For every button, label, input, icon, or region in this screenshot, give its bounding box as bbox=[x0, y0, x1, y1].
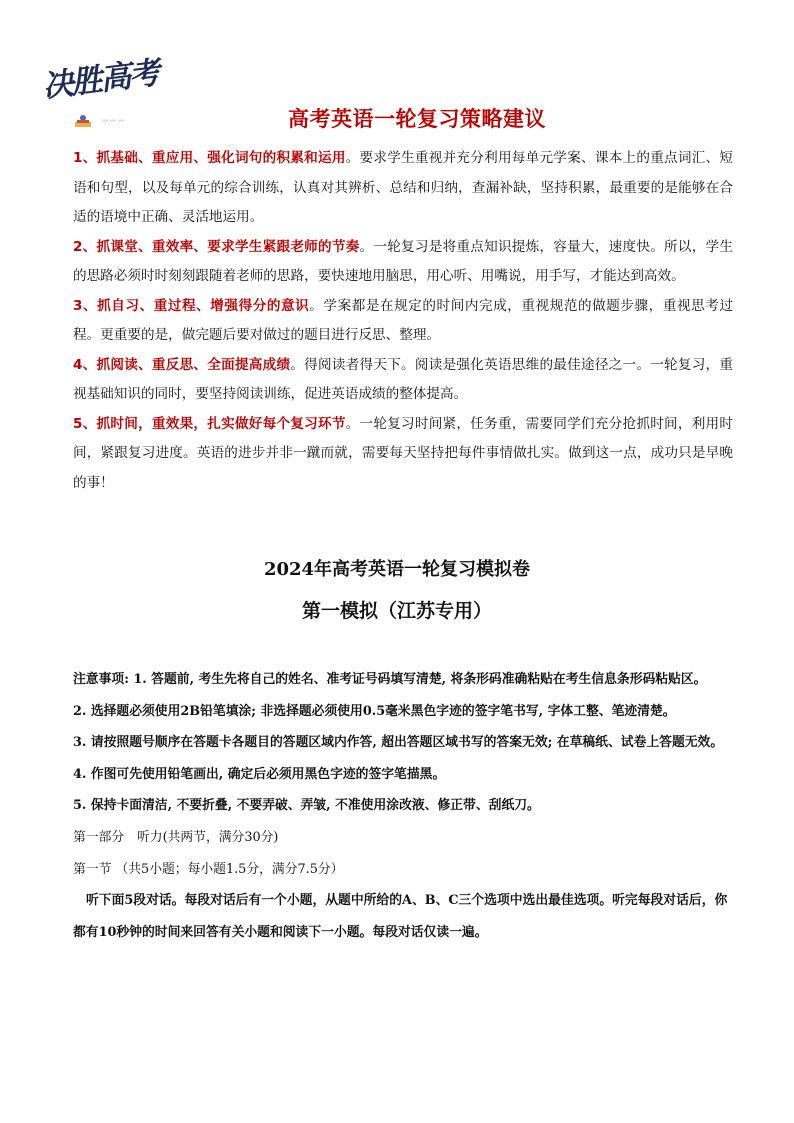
strategy-heading: 1、抓基础、重应用、强化词句的积累和运用 bbox=[73, 150, 346, 166]
strategy-item bbox=[73, 144, 733, 233]
note-item: 注意事项: 1. 答题前, 考生先将自己的姓名、准考证号码填写清楚, 将条形码准确粘贴在考生信息条形码粘贴区。 bbox=[73, 672, 707, 687]
strategy-text: 。一轮复习时间紧，任务重，需要同学们充分抢抓时间，利用时间，紧跟复习进度。英语的进步并非一蹴而就，需要每天坚持把每件事情做扎实。做到这一点，成功只是早晚的事！ bbox=[73, 415, 733, 491]
strategy-item bbox=[73, 351, 733, 410]
exam-title: 2024年高考英语一轮复习模拟卷 bbox=[263, 559, 531, 580]
strategy-item bbox=[73, 233, 733, 292]
strategy-text: 。得阅读者得天下。阅读是强化英语思维的最佳途径之一。一轮复习，重视基础知识的同时，要坚持阅读训练，促进英语成绩的整体提高。 bbox=[73, 356, 733, 402]
note-item: 4. 作图可先使用铅笔画出, 确定后必须用黑色字迹的签字笔描黑。 bbox=[73, 766, 446, 782]
section-instruction: 听下面5段对话。每段对话后有一个小题，从题中所给的A、B、C三个选项中选出最佳选项。听完每段对话后，你都有10秒钟的时间来回答有关小题和阅读下一小题。每段对话仅读一遍。 bbox=[73, 893, 728, 940]
note-item: 2. 选择题必须使用2B铅笔填涂; 非选择题必须使用0.5毫米黑色字迹的签字笔书写, 字体工整、笔迹清楚。 bbox=[73, 703, 676, 719]
strategy-text: 。要求学生重视并充分利用每单元学案、课本上的重点词汇、短语和句型，以及每单元的综合训练，认真对其辨析、总结和归纳，查漏补缺，坚持积累，最重要的是能够在合适的语境中正确、灵活地运用。 bbox=[73, 150, 733, 225]
exam-subtitle: 第一模拟（江苏专用） bbox=[301, 600, 492, 622]
section-part-heading: 第一部分 听力(共两节，满分30分) bbox=[73, 829, 279, 845]
strategy-heading: 4、抓阅读、重反思、全面提高成绩 bbox=[73, 356, 291, 373]
note-item: 5. 保持卡面清洁, 不要折叠, 不要弄破、弄皱, 不准使用涂改液、修正带、刮纸刀。 bbox=[73, 798, 540, 814]
page-title: 高考英语一轮复习策略建议 bbox=[288, 107, 546, 131]
strategy-text: 。一轮复习是将重点知识提炼，容量大，速度快。所以，学生的思路必须时时刻刻跟随着老师的思路，要快速地用脑思，用心听、用嘴说，用手写，才能达到高效。 bbox=[73, 238, 733, 284]
note-item: 3. 请按照题号顺序在答题卡各题目的答题区域内作答, 超出答题区域书写的答案无效; 在草稿纸、试卷上答题无效。 bbox=[73, 735, 724, 751]
exam-notes bbox=[73, 664, 733, 948]
logo-decoration: 〰 〰 〰 bbox=[102, 118, 124, 125]
strategy-heading: 2、抓课堂、重效率、要求学生紧跟老师的节奏 bbox=[73, 238, 360, 255]
strategy-text: 。学案都是在规定的时间内完成，重视规范的做题步骤，重视思考过程。更重要的是，做完题后要对做过的题目进行反思、整理。 bbox=[73, 297, 733, 343]
strategy-heading: 5、抓时间，重效果，扎实做好每个复习环节 bbox=[73, 415, 346, 432]
strategy-heading: 3、抓自习、重过程、增强得分的意识 bbox=[73, 297, 310, 314]
strategy-item bbox=[73, 410, 733, 499]
strategy-list bbox=[73, 144, 733, 498]
logo-lettering: 决胜高考 bbox=[40, 55, 161, 105]
strategy-item bbox=[73, 292, 733, 351]
section-subpart-heading: 第一节 （共5小题；每小题1.5分，满分7.5分） bbox=[73, 861, 344, 877]
